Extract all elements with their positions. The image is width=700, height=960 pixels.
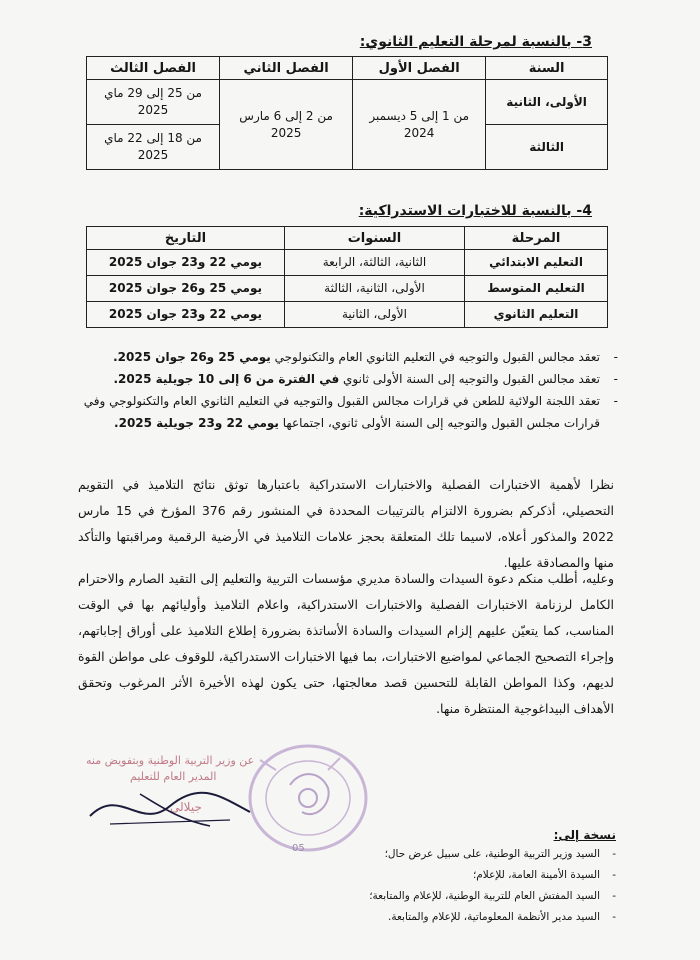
section3-heading: 3- بالنسبة لمرحلة التعليم الثانوي:	[359, 34, 592, 50]
councils-bullet-list	[78, 346, 618, 434]
year-cell: الأولى، الثانية	[486, 80, 608, 125]
list-item: - السيد وزير التربية الوطنية، على سبيل عرض حال؛	[286, 844, 616, 865]
table-header-row	[87, 57, 608, 80]
bullet-date: يومي 25 و26 جوان 2025.	[113, 350, 271, 364]
bullet-text: تعقد مجالس القبول والتوجيه إلى السنة الأولى ثانوي	[339, 372, 600, 386]
header-year: السنة	[486, 57, 608, 80]
year-cell: الثالثة	[486, 125, 608, 170]
term3-cell: من 25 إلى 29 ماي 2025	[87, 80, 220, 125]
header-date: التاريخ	[87, 227, 285, 250]
signature-name: جيلالي	[170, 800, 202, 814]
table-header-row	[87, 227, 608, 250]
header-term2: الفصل الثاني	[220, 57, 353, 80]
list-item	[78, 346, 618, 368]
table-row	[87, 250, 608, 276]
table-row	[87, 276, 608, 302]
bullet-date: في الفترة من 6 إلى 10 جويلية 2025.	[113, 372, 340, 386]
term3-cell: من 18 إلى 22 ماي 2025	[87, 125, 220, 170]
paragraph-importance: نظرا لأهمية الاختبارات الفصلية والاختبارات الاستدراكية باعتبارها توثق نتائج التلاميذ في التقويم التحصيلي، أذكركم بضرورة الالتزام بالترتيبات المحددة في المنشور رقم 376 المؤرخ في 15 مارس 2022 والمذكور أعلاه، لاسيما تلك المتعلقة بحجز علامات التلاميذ في الأرضية الرقمية ومراقبتها والتأكد منها والمصادقة عليها.	[78, 477, 615, 570]
stamp-number: 05	[292, 843, 305, 854]
table-row	[87, 80, 608, 125]
header-term3: الفصل الثالث	[87, 57, 220, 80]
header-stage: المرحلة	[465, 227, 608, 250]
makeup-exams-table	[86, 226, 608, 328]
copies-list	[286, 844, 616, 928]
date-cell: يومي 25 و26 جوان 2025	[87, 276, 285, 302]
list-item: - السيد مدير الأنظمة المعلوماتية، للإعلام والمتابعة.	[286, 907, 616, 928]
header-term1: الفصل الأول	[353, 57, 486, 80]
date-cell: يومي 22 و23 جوان 2025	[87, 250, 285, 276]
paragraph-instructions: وعليه، أطلب منكم دعوة السيدات والسادة مديري مؤسسات التربية والتعليم إلى التقيد الصارم والاحترام الكامل لرزنامة الاختبارات الفصلية والاختبارات الاستدراكية، واعلام التلاميذ وأوليائهم بها في الوقت المناسب، كما يتعيّن عليهم إلزام السيدات والسادة الأساتذة بضرورة إطلاع التلاميذ على أوراق إجاباتهم، وإجراء التصحيح الجماعي لمواضيع الاختبارات، بما فيها الاختبارات الاستدراكية، للوقوف على مواطن القوة لديهم، وكذا المواطن القابلة للتحسين قصد معالجتها، حتى يكون لهذه الأخيرة الأثر المرغوب وتحقق الأهداف البيداغوجية المنتظرة منها.	[78, 571, 614, 716]
list-item	[78, 368, 618, 390]
date-cell: يومي 22 و23 جوان 2025	[87, 302, 285, 328]
bullet-text: تعقد اللجنة الولائية للطعن في قرارات مجالس القبول والتوجيه في التعليم الثانوي العام والتكنولوجي وفي قرارات مجلس القبول والتوجيه إلى السنة الأولى ثانوي، اجتماعها	[83, 394, 600, 430]
signature-delegation: عن وزير التربية الوطنية وبتفويض منه	[86, 754, 255, 767]
years-cell: الأولى، الثانية، الثالثة	[284, 276, 464, 302]
bullet-text: تعقد مجالس القبول والتوجيه في التعليم الثانوي العام والتكنولوجي	[270, 350, 600, 364]
header-years: السنوات	[284, 227, 464, 250]
list-item	[78, 390, 618, 434]
stage-cell: التعليم المتوسط	[465, 276, 608, 302]
bullet-date: يومي 22 و23 جويلية 2025.	[114, 416, 279, 430]
term2-cell: من 2 إلى 6 مارس 2025	[220, 80, 353, 170]
copies-heading: نسخة إلى:	[553, 828, 616, 842]
years-cell: الثانية، الثالثة، الرابعة	[284, 250, 464, 276]
stage-cell: التعليم الثانوي	[465, 302, 608, 328]
list-item: - السيد المفتش العام للتربية الوطنية، للإعلام والمتابعة؛	[286, 886, 616, 907]
table-row	[87, 302, 608, 328]
signature-title: المدير العام للتعليم	[130, 770, 217, 783]
section4-heading: 4- بالنسبة للاختبارات الاستدراكية:	[358, 203, 592, 219]
list-item: - السيدة الأمينة العامة، للإعلام؛	[286, 865, 616, 886]
secondary-exams-table	[86, 56, 608, 170]
stage-cell: التعليم الابتدائي	[465, 250, 608, 276]
years-cell: الأولى، الثانية	[284, 302, 464, 328]
term1-cell: من 1 إلى 5 ديسمبر 2024	[353, 80, 486, 170]
